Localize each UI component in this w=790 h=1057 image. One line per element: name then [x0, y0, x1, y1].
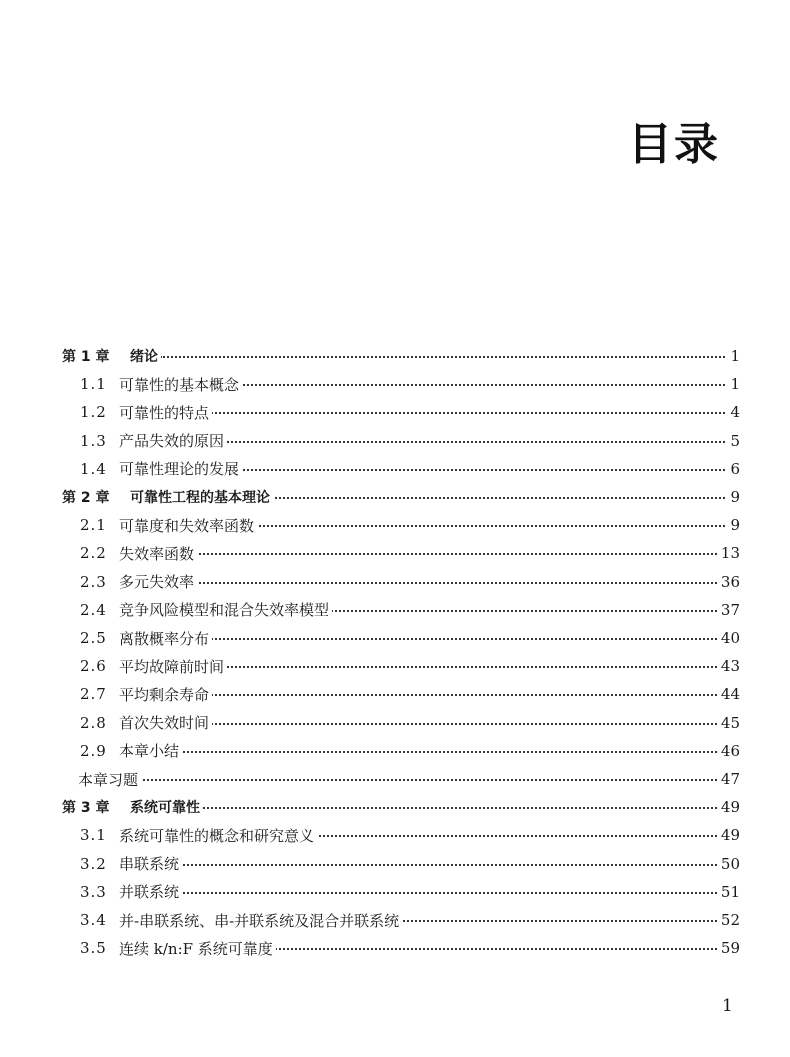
toc-entry-page: 1: [726, 375, 740, 393]
toc-section-entry[interactable]: [0, 709, 790, 737]
toc-entry-page: 6: [726, 460, 740, 478]
toc-entry-page: 51: [717, 883, 740, 901]
toc-entry-number: 第 3 章: [62, 800, 110, 817]
toc-entry-page: 37: [717, 601, 740, 619]
toc-entry-number: 第 2 章: [62, 490, 110, 506]
toc-section-entry[interactable]: [0, 680, 790, 708]
toc-entry-page: 43: [717, 657, 740, 675]
toc-section-entry[interactable]: [0, 427, 790, 455]
toc-section-entry[interactable]: [0, 511, 790, 539]
toc-section-entry[interactable]: [0, 539, 790, 567]
toc-entry-page: 9: [726, 516, 740, 534]
toc-entry-number: 3.1: [80, 826, 107, 845]
toc-chapter-entry[interactable]: [0, 483, 790, 511]
toc-entry-number: 3.5: [80, 939, 107, 958]
toc-entry-number: 2.5: [80, 629, 107, 647]
toc-entry-title: 失效率函数: [119, 543, 197, 564]
toc-entry-number: 2.9: [80, 741, 107, 760]
toc-section-entry[interactable]: [0, 398, 790, 426]
toc-section-entry[interactable]: [0, 934, 790, 962]
toc-entry-number: 1.3: [80, 431, 107, 450]
toc-entry-number: 2.3: [80, 572, 107, 591]
toc-entry-page: 5: [726, 432, 740, 450]
toc-entry-title: 本章习题: [78, 769, 141, 790]
toc-entry-page: 1: [726, 347, 740, 365]
page-number: 1: [722, 996, 733, 1016]
toc-entry-page: 44: [717, 685, 740, 703]
toc-entry-page: 49: [717, 798, 740, 816]
toc-entry-page: 45: [717, 714, 740, 732]
dot-leader: [120, 582, 732, 584]
dot-leader: [120, 864, 732, 866]
dot-leader: [120, 892, 732, 894]
toc-section-entry[interactable]: [0, 624, 790, 652]
toc-entry-number: 2.2: [80, 544, 107, 563]
toc-entry-page: 4: [726, 403, 740, 421]
toc-entry-title: 可靠性的基本概念: [119, 374, 242, 395]
toc-entry-number: 1.2: [80, 403, 107, 422]
toc-entry-title: 系统可靠性的概念和研究意义: [119, 825, 317, 846]
toc-section-entry[interactable]: [0, 652, 790, 680]
toc-entry-number: 2.7: [80, 685, 107, 704]
toc-section-entry[interactable]: [0, 878, 790, 906]
toc-entry-number: 3.4: [80, 911, 107, 929]
dot-leader: [120, 553, 732, 555]
toc-entry-page: 13: [717, 544, 740, 562]
toc-entry-page: 36: [717, 573, 740, 591]
toc-entry-title: 产品失效的原因: [119, 430, 227, 451]
toc-entry-title: 多元失效率: [119, 571, 197, 592]
toc-entry-page: 47: [717, 770, 740, 788]
dot-leader: [120, 779, 732, 781]
toc-entry-title: 串联系统: [119, 853, 182, 874]
page-title: 目录: [628, 119, 720, 170]
toc-entry-title: 绪论: [130, 346, 161, 366]
toc-entry-title: 可靠性工程的基本理论: [130, 487, 273, 507]
toc-entry-number: 2.1: [80, 516, 107, 535]
toc-entry-title: 连续 k/n:F 系统可靠度: [119, 938, 276, 959]
toc-entry-title: 平均剩余寿命: [119, 684, 212, 705]
toc-section-entry[interactable]: [0, 906, 790, 934]
toc-chapter-entry[interactable]: [0, 342, 790, 370]
toc-entry-number: 1.1: [80, 375, 107, 394]
toc-section-entry[interactable]: [0, 737, 790, 765]
toc-entry-title: 首次失效时间: [119, 712, 212, 733]
dot-leader: [160, 807, 732, 809]
toc-entry-title: 可靠性的特点: [119, 402, 212, 423]
toc-exercise-entry[interactable]: [0, 765, 790, 793]
toc-entry-number: 3.3: [80, 882, 107, 901]
toc-entry-title: 可靠性理论的发展: [119, 458, 242, 479]
dot-leader: [120, 751, 732, 753]
toc-section-entry[interactable]: [0, 821, 790, 849]
toc-entry-title: 并-串联系统、串-并联系统及混合并联系统: [119, 910, 402, 931]
toc-section-entry[interactable]: [0, 850, 790, 878]
toc-entry-page: 9: [726, 488, 740, 506]
toc-entry-number: 2.4: [80, 600, 107, 619]
toc-section-entry[interactable]: [0, 596, 790, 624]
toc-entry-page: 46: [717, 742, 740, 760]
dot-leader: [160, 356, 732, 358]
toc-entry-page: 50: [717, 855, 740, 873]
toc-entry-title: 可靠度和失效率函数: [119, 515, 257, 536]
toc-entry-page: 52: [717, 911, 740, 929]
toc-entry-number: 2.6: [80, 657, 107, 676]
toc-section-entry[interactable]: [0, 455, 790, 483]
toc-entry-page: 49: [717, 826, 740, 844]
toc-entry-number: 2.8: [80, 713, 107, 732]
toc-entry-title: 并联系统: [119, 881, 182, 902]
toc-entry-title: 竞争风险模型和混合失效率模型: [119, 599, 332, 620]
toc-entry-page: 59: [717, 939, 740, 957]
toc-entry-title: 平均故障前时间: [119, 656, 227, 677]
toc-section-entry[interactable]: [0, 568, 790, 596]
toc-entry-title: 本章小结: [119, 740, 182, 761]
toc-entry-number: 1.4: [80, 459, 107, 478]
toc-entry-number: 3.2: [80, 854, 107, 873]
toc-section-entry[interactable]: [0, 370, 790, 398]
toc-chapter-entry[interactable]: [0, 793, 790, 821]
toc-entry-title: 系统可靠性: [130, 797, 203, 817]
toc-entry-title: 离散概率分布: [119, 628, 212, 649]
toc-entry-page: 40: [717, 629, 740, 647]
toc-entry-number: 第 1 章: [62, 349, 110, 365]
